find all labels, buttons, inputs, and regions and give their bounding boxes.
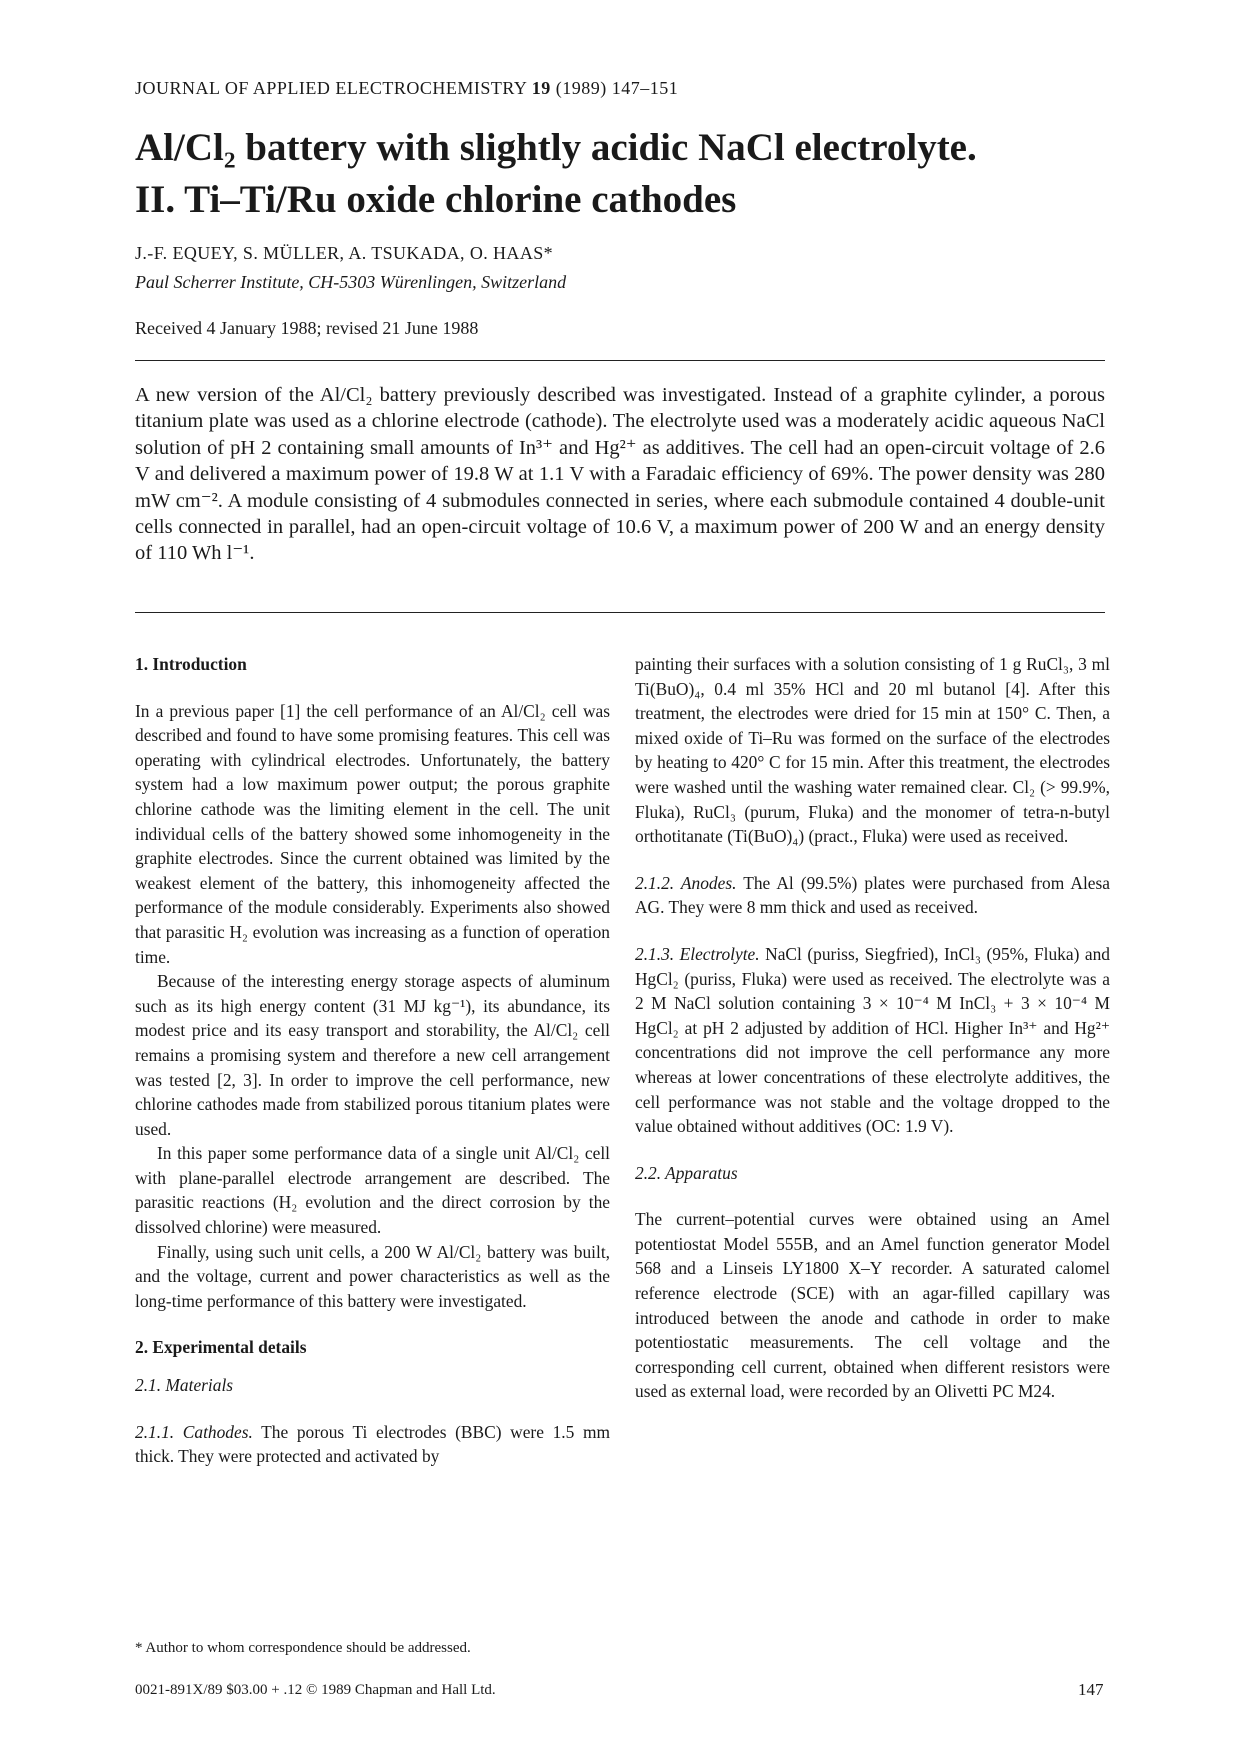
cathodes-continued-paragraph: painting their surfaces with a solution consisting of 1 g RuCl₃, 3 ml Ti(BuO)₄, 0.4 ml 35% HCl and 20 ml butanol [4]. After this treatment, the electrodes were dried for 15 min at 150° C. Then, a mixed oxide of Ti–Ru was formed on the surface of the electrodes by heating to 420° C for 15 min. After this treatment, the electrodes were washed until the washing water remained clear. Cl₂ (> 99.9%, Fluka), RuCl₃ (purum, Fluka) and the monomer of tetra-n-butyl orthotitanate (Ti(BuO)₄) (pract., Fluka) were used as received.	[635, 654, 1110, 847]
anodes-label: 2.1.2. Anodes.	[635, 872, 737, 893]
paper-title	[135, 122, 1135, 226]
left-column	[135, 652, 610, 1469]
journal-name: JOURNAL OF APPLIED ELECTROCHEMISTRY	[135, 78, 527, 98]
cathodes-label: 2.1.1. Cathodes.	[135, 1421, 253, 1442]
footer-copyright: 0021-891X/89 $03.00 + .12 © 1989 Chapman and Hall Ltd.	[135, 1682, 496, 1698]
page-number: 147	[1078, 1680, 1104, 1699]
title-line-2: II. Ti–Ti/Ru oxide chlorine cathodes	[135, 178, 737, 221]
author-footnote: * Author to whom correspondence should be addressed.	[135, 1640, 471, 1656]
journal-year-pages: (1989) 147–151	[555, 78, 679, 98]
abstract: A new version of the Al/Cl₂ battery previously described was investigated. Instead of a graphite cylinder, a porous titanium plate was used as a chlorine electrode (cathode). The electrolyte used was a moderately acidic aqueous NaCl solution of pH 2 containing small amounts of In³⁺ and Hg²⁺ as additives. The cell had an open-circuit voltage of 2.6 V and delivered a maximum power of 19.8 W at 1.1 V with a Faradaic efficiency of 69%. The power density was 280 mW cm⁻². A module consisting of 4 submodules connected in series, where each submodule contained 4 double-unit cells connected in parallel, had an open-circuit voltage of 10.6 V, a maximum power of 200 W and an energy density of 110 Wh l⁻¹.	[135, 384, 1105, 565]
journal-volume: 19	[531, 78, 551, 98]
cathodes-text: The porous Ti electrodes (BBC) were 1.5 mm thick. They were protected and activated by	[135, 1421, 610, 1467]
affiliation: Paul Scherrer Institute, CH-5303 Würenlingen, Switzerland	[135, 272, 567, 292]
intro-paragraph-3: In this paper some performance data of a single unit Al/Cl₂ cell with plane-parallel electrode arrangement are described. The parasitic reactions (H₂ evolution and the direct corrosion by the dissolved chlorine) were measured.	[135, 1143, 610, 1238]
abstract-bottom-rule	[135, 612, 1105, 613]
subsection-heading-materials: 2.1. Materials	[135, 1375, 234, 1396]
anodes-text: The Al (99.5%) plates were purchased from Alesa AG. They were 8 mm thick and used as received.	[635, 872, 1110, 918]
apparatus-paragraph: The current–potential curves were obtained using an Amel potentiostat Model 555B, and an Amel function generator Model 568 and a Linseis LY1800 X–Y recorder. A saturated calomel reference electrode (SCE) with an agar-filled capillary was introduced between the anode and cathode in order to make potentiostatic measurements. The cell voltage and the corresponding cell current, obtained when different resistors were used as external load, were recorded by an Olivetti PC M24.	[635, 1209, 1110, 1402]
section-heading-experimental: 2. Experimental details	[135, 1337, 307, 1358]
electrolyte-text: NaCl (puriss, Siegfried), InCl₃ (95%, Fluka) and HgCl₂ (puriss, Fluka) were used as received. The electrolyte was a 2 M NaCl solution containing 3 × 10⁻⁴ M InCl₃ + 3 × 10⁻⁴ M HgCl₂ at pH 2 adjusted by addition of HCl. Higher In³⁺ and Hg²⁺ concentrations did not improve the cell performance any more whereas at lower concentrations of these electrolyte additives, the cell performance was not stable and the voltage dropped to the value obtained without additives (OC: 1.9 V).	[635, 943, 1111, 1137]
title-line-1: Al/Cl₂ battery with slightly acidic NaCl electrolyte.	[135, 126, 977, 169]
electrolyte-paragraph	[635, 942, 1110, 1139]
abstract-top-rule	[135, 360, 1105, 361]
received-dates: Received 4 January 1988; revised 21 June 1988	[135, 318, 479, 338]
intro-paragraph-4: Finally, using such unit cells, a 200 W Al/Cl₂ battery was built, and the voltage, current and power characteristics as well as the long-time performance of this battery were investigated.	[135, 1241, 610, 1311]
anodes-paragraph	[635, 871, 1110, 920]
cathodes-paragraph	[135, 1420, 610, 1469]
electrolyte-label: 2.1.3. Electrolyte.	[635, 943, 760, 964]
authors: J.-F. EQUEY, S. MÜLLER, A. TSUKADA, O. HAAS*	[135, 243, 554, 263]
intro-paragraph-2: Because of the interesting energy storage aspects of aluminum such as its high energy content (31 MJ kg⁻¹), its abundance, its modest price and its easy transport and storability, the Al/Cl₂ cell remains a promising system and therefore a new cell arrangement was tested [2, 3]. In order to improve the cell performance, new chlorine cathodes made from stabilized porous titanium plates were used.	[135, 971, 610, 1139]
right-column	[635, 652, 1110, 1404]
journal-header	[135, 78, 678, 99]
intro-paragraph-1: In a previous paper [1] the cell performance of an Al/Cl₂ cell was described and found to have some promising features. This cell was operating with cylindrical electrodes. Unfortunately, the battery system had a low maximum power output; the porous graphite chlorine cathode was the limiting element in the cell. The unit individual cells of the battery showed some inhomogeneity in the graphite electrodes. Since the current obtained was limited by the weakest element of the battery, this inhomogeneity affected the performance of the module considerably. Experiments also showed that parasitic H₂ evolution was increasing as a function of operation time.	[135, 700, 610, 967]
section-heading-introduction: 1. Introduction	[135, 654, 247, 674]
subsection-heading-apparatus: 2.2. Apparatus	[635, 1162, 738, 1183]
